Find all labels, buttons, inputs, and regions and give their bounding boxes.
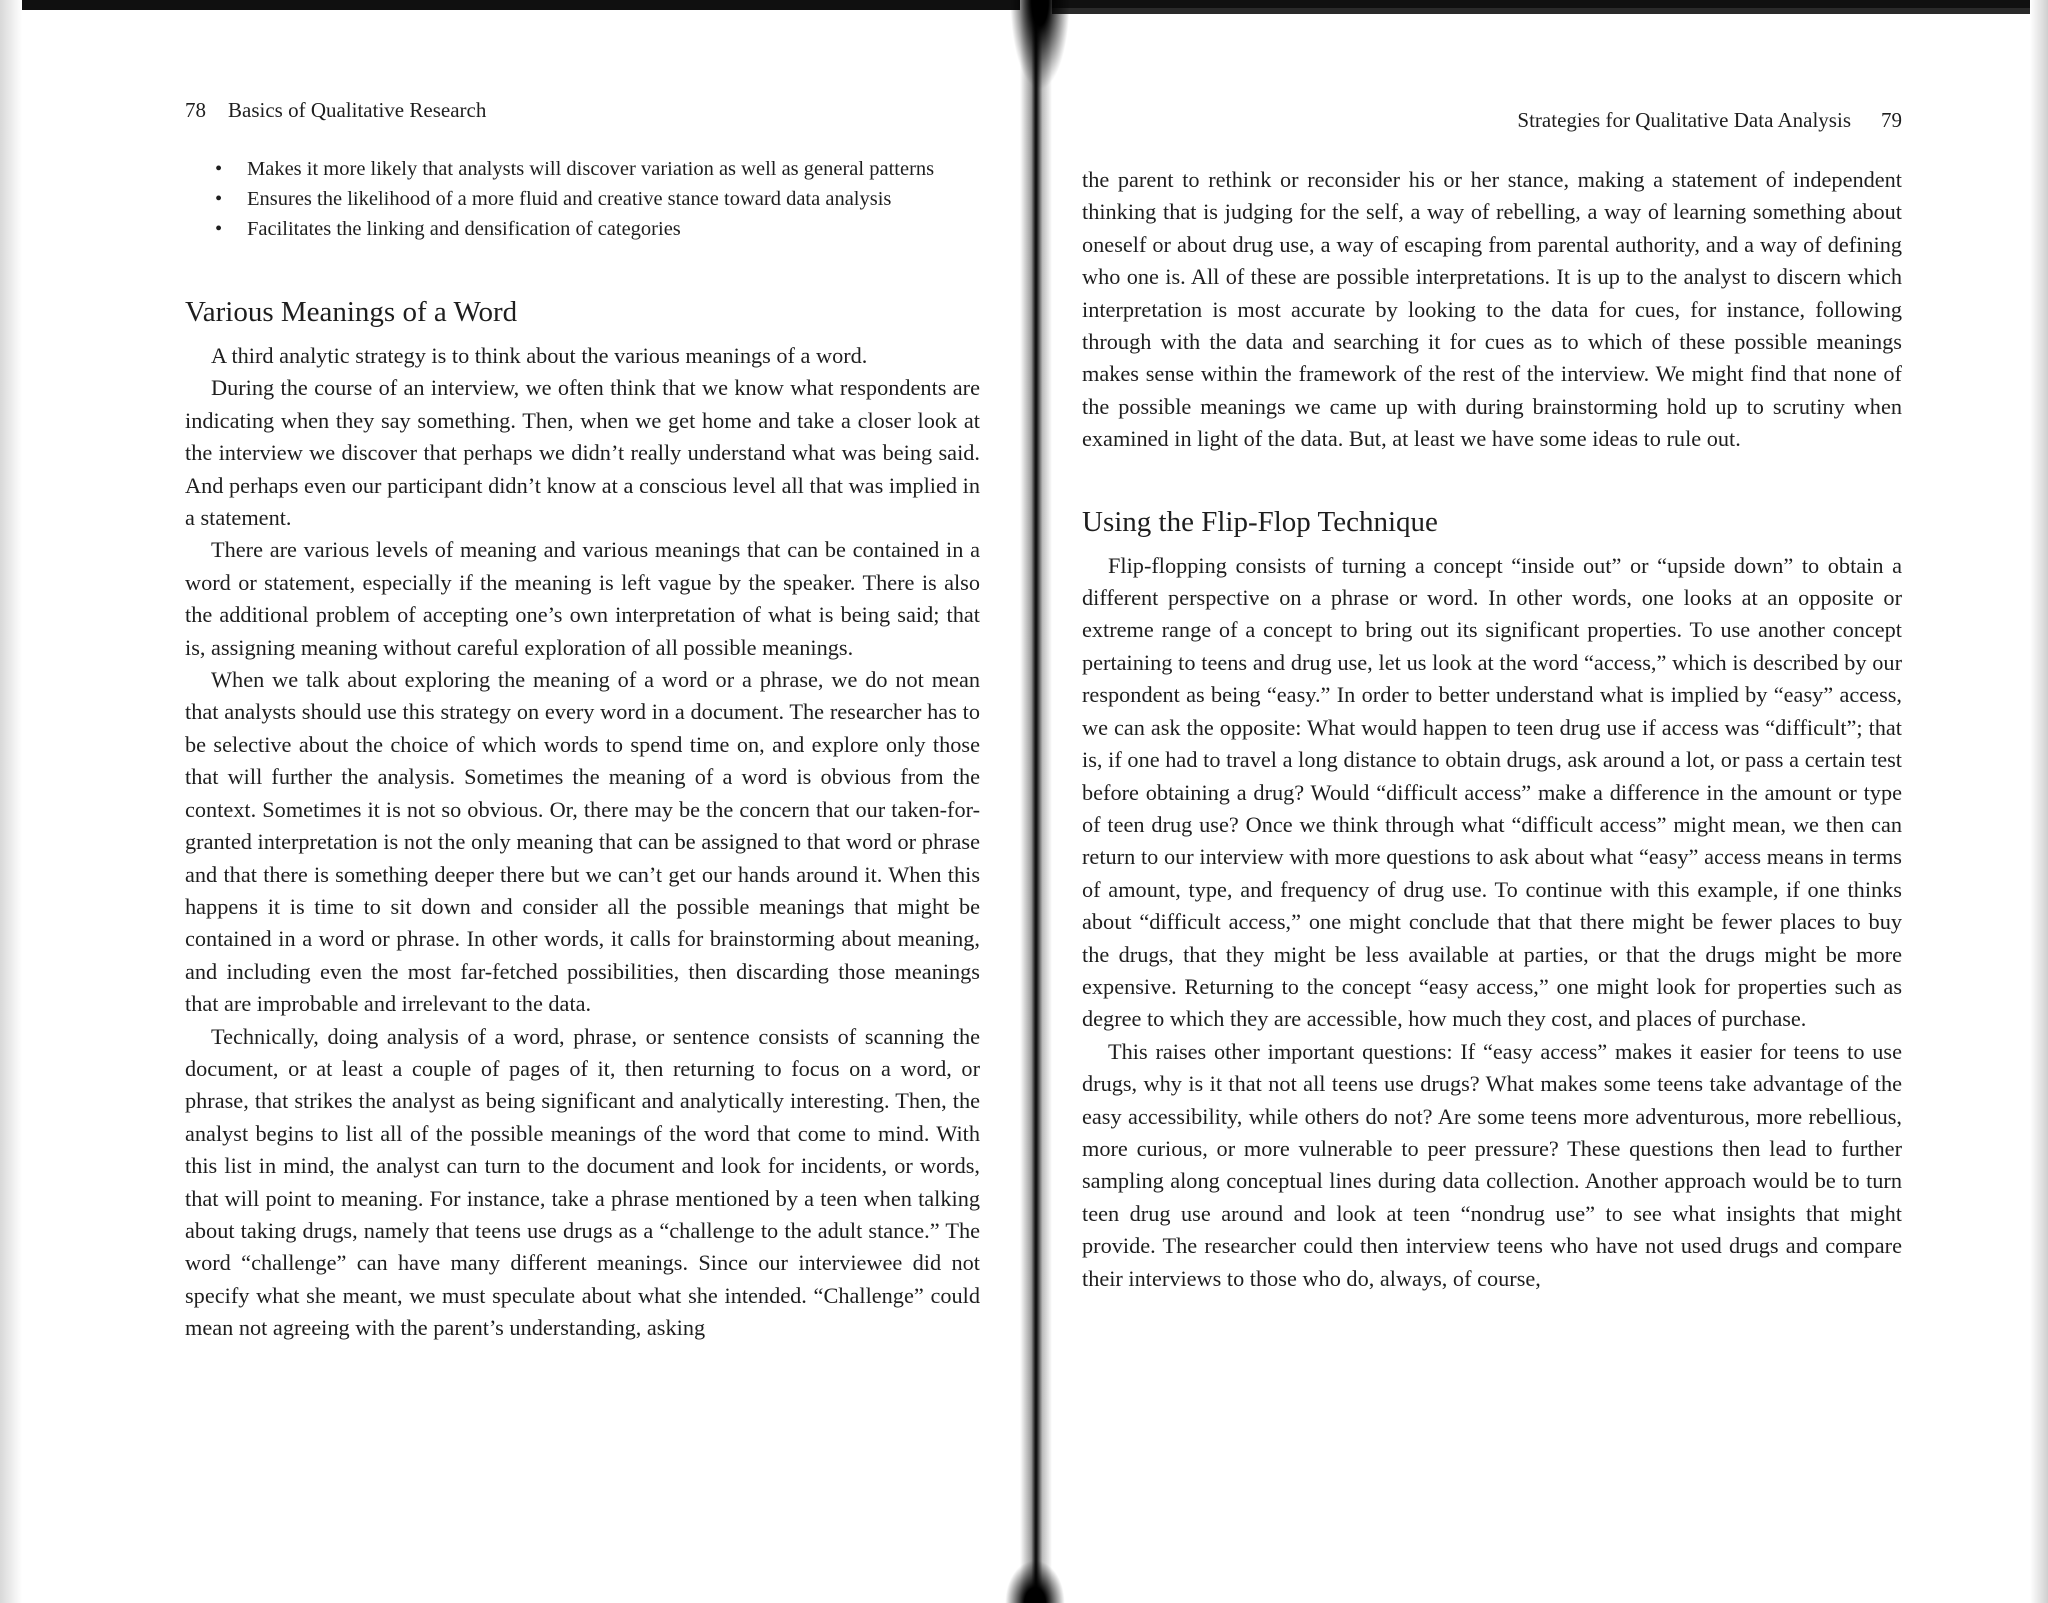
section-heading-various-meanings: Various Meanings of a Word: [185, 296, 518, 328]
left-page-edge: [0, 0, 22, 1603]
paragraph: This raises other important questions: If “easy access” makes it easier for teens to use drugs, why is it that not all teens use drugs? What makes some teens take advantage of the easy accessibility, while others do not? Are some teens more adventurous, more rebellious, more curious, or more vulnerable to peer pressure? These questions then lead to further sampling along conceptual lines during data collection. Another approach would be to turn teen drug use around and look at teen “nondrug use” to see what insights that might provide. The researcher could then interview teens who have not used drugs and compare their interviews to those who do, always, of course,: [1082, 1038, 1902, 1291]
bullet-item: • Makes it more likely that analysts will discover variation as well as general patterns: [215, 154, 980, 184]
paragraph: Flip-flopping consists of turning a concept “inside out” or “upside down” to obtain a different perspective on a phrase or word. In other words, one looks at an opposite or extreme range of a concept to bring out its significant properties. To use another concept pertaining to teens and drug use, let us look at the word “access,” which is described by our respondent as being “easy.” In order to better understand what is implied by “easy” access, we can ask the opposite: What would happen to teen drug use if access was “difficult”; that is, if one had to travel a long distance to obtain drugs, ask around a lot, or pass a certain test before obtaining a drug? Would “difficult access” make a difference in the amount or type of teen drug use? Once we think through what “difficult access” might mean, we then can return to our interview with more questions to ask about what “easy” access means in terms of amount, type, and frequency of drug use. To continue with this example, if one thinks about “difficult access,” one might conclude that that there might be fewer places to buy the drugs, that they might be less available at parties, or that the drugs might be more expensive. Returning to the concept “easy access,” one might look for properties such as degree to which they are accessible, how much they cost, and places of purchase.: [1082, 552, 1902, 1032]
section-heading-flip-flop: Using the Flip-Flop Technique: [1082, 505, 1438, 538]
bullet-item: • Ensures the likelihood of a more fluid and creative stance toward data analysis: [215, 184, 980, 214]
paragraph: When we talk about exploring the meaning of a word or a phrase, we do not mean that analysts should use this strategy on every word in a document. The researcher has to be selective about the choice of which words to spend time on, and explore only those that will further the analysis. Sometimes the meaning of a word is obvious from the context. Sometimes it is not so obvious. Or, there may be the concern that our taken-for-granted interpretation is not the only meaning that can be assigned to that word or phrase and that there is something deeper there but we can’t get our hands around it. When this happens it is time to sit down and consider all the possible meanings that might be contained in a word or phrase. In other words, it calls for brainstorming about meaning, and including even the most far-fetched possibilities, then discarding those meanings that are improbable and irrelevant to the data.: [185, 667, 980, 1017]
left-page-number: 78: [185, 98, 206, 122]
paragraph: During the course of an interview, we often think that we know what respondents are indicating when they say something. Then, when we get home and take a closer look at the interview we discover that perhaps we didn’t really understand what was being said. And perhaps even our participant didn’t know at a conscious level all that was implied in a statement.: [185, 375, 980, 531]
left-running-title: Basics of Qualitative Research: [228, 98, 487, 122]
paragraph: Technically, doing analysis of a word, phrase, or sentence consists of scanning the document, or at least a couple of pages of it, then returning to focus on a word, or phrase, that strikes the analyst as being significant and analytically interesting. Then, the analyst begins to list all of the possible meanings of the word that come to mind. With this list in mind, the analyst can turn to the document and look for incidents, or words, that will point to meaning. For instance, take a phrase mentioned by a teen when talking about taking drugs, namely that teens use drugs as a “challenge to the adult stance.” The word “challenge” can have many different meanings. Since our interviewee did not specify what she meant, we must speculate about what she intended. “Challenge” could mean not agreeing with the parent’s understanding, asking: [185, 1023, 980, 1341]
bullet-item: • Facilitates the linking and densification of categories: [215, 214, 980, 244]
right-running-head: [1082, 108, 1902, 132]
right-page-edge: [2030, 0, 2048, 1603]
gutter-bottom-shadow: [1005, 1560, 1065, 1603]
top-scan-shadow-right: [1040, 8, 2048, 14]
right-page-number: 79: [1881, 108, 1902, 132]
bullet-list: [185, 154, 980, 244]
continuation-paragraph: the parent to rethink or reconsider his or her stance, making a statement of independent thinking that is judging for the self, a way of rebelling, a way of learning something about oneself or about drug use, a way of escaping from parental authority, and a way of defining who one is. All of these are possible interpretations. It is up to the analyst to discern which interpretation is most accurate by looking to the data for cues, for instance, following through with the data and searching it for cues as to which of these possible meanings makes sense within the framework of the rest of the interview. We might find that none of the possible meanings we came up with during brainstorming hold up to scrutiny when examined in light of the data. But, at least we have some ideas to rule out.: [1082, 167, 1902, 452]
left-running-head: [185, 98, 980, 122]
left-page-body: [185, 154, 980, 1345]
right-running-title: Strategies for Qualitative Data Analysis: [1517, 108, 1851, 132]
paragraph: There are various levels of meaning and various meanings that can be contained in a word or statement, especially if the meaning is left vague by the speaker. There is also the additional problem of accepting one’s own interpretation of what is being said; that is, assigning meaning without careful exploration of all possible meanings.: [185, 537, 980, 660]
gutter-top-shadow: [1010, 0, 1070, 90]
book-gutter: [1020, 0, 1052, 1603]
paragraph: A third analytic strategy is to think about the various meanings of a word.: [211, 343, 868, 368]
right-page-body: [1082, 164, 1902, 1295]
